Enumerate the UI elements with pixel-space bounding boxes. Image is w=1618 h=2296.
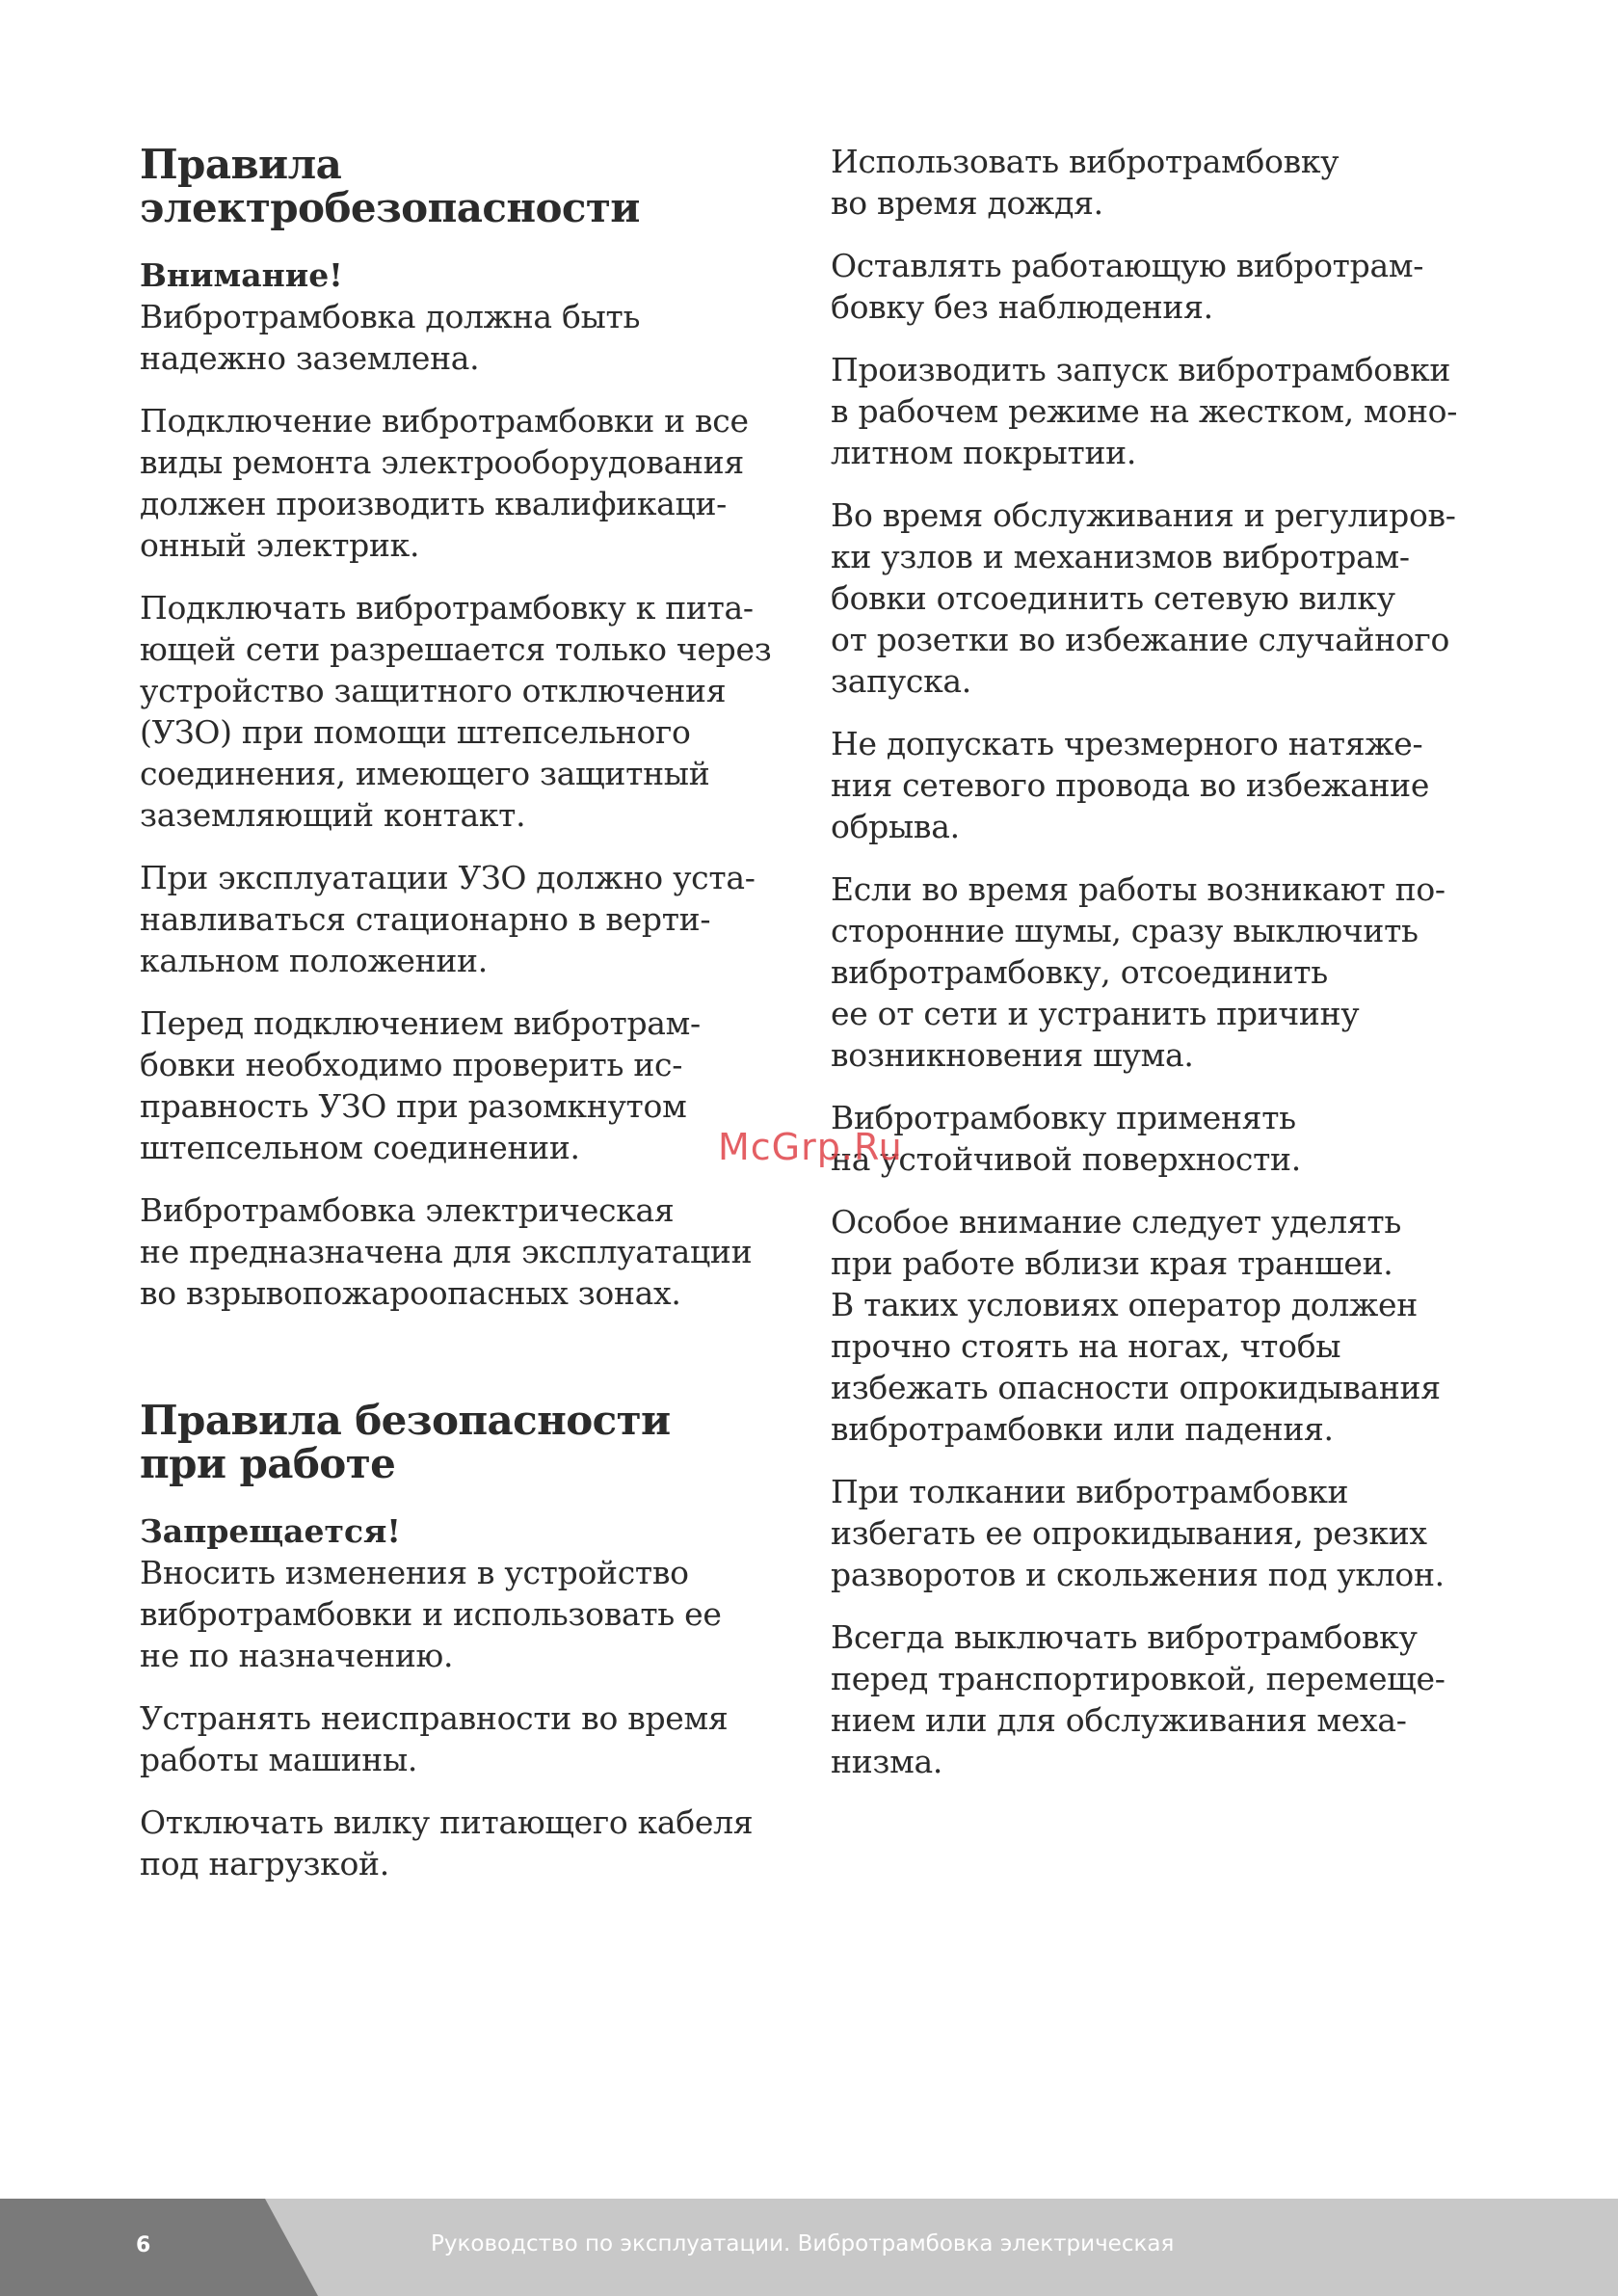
paragraph: Подключение вибротрамбовки и все виды ремонта электрооборудования должен производить квалификаци- онный электрик.	[140, 402, 749, 564]
paragraph: Устранять неисправности во время работы машины.	[140, 1699, 729, 1778]
paragraph: Использовать вибротрамбовку во время дождя.	[831, 143, 1339, 222]
right-column	[831, 141, 1496, 1803]
paragraph: Вибротрамбовка должна быть надежно заземлена.	[140, 298, 641, 377]
left-column	[140, 143, 795, 1906]
footer-page-tab	[0, 2199, 318, 2296]
heading-electrical-safety: Правила электробезопасности	[140, 141, 640, 231]
paragraph: Подключать вибротрамбовку к пита- ющей сети разрешается только через устройство защитного отключения (УЗО) при помощи штепсельного соединения, имеющего защитный заземляющий контакт.	[140, 589, 772, 834]
paragraph: Вносить изменения в устройство вибротрамбовки и использовать ее не по назначению.	[140, 1554, 722, 1674]
footer-bar	[0, 2199, 1618, 2296]
paragraph: Перед подключением вибротрам- бовки необходимо проверить ис- правность УЗО при разомкнутом штепсельном соединении.	[140, 1004, 701, 1166]
heading-work-safety: Правила безопасности при работе	[140, 1397, 671, 1487]
paragraph: Всегда выключать вибротрамбовку перед транспортировкой, перемеще- нием или для обслуживания меха- низма.	[831, 1618, 1446, 1780]
paragraph: Оставлять работающую вибротрам- бовку без наблюдения.	[831, 247, 1424, 326]
attention-label: Внимание!	[140, 256, 343, 294]
paragraph: Особое внимание следует уделять при работе вблизи края траншеи. В таких условиях оператор должен прочно стоять на ногах, чтобы избежать опасности опрокидывания вибротрамбовки или падения.	[831, 1203, 1441, 1448]
paragraph: Вибротрамбовку применять на устойчивой поверхности.	[831, 1099, 1301, 1178]
footer-title: Руководство по эксплуатации. Вибротрамбовка электрическая	[431, 2231, 1175, 2256]
paragraph: Если во время работы возникают по- сторонние шумы, сразу выключить вибротрамбовку, отсоединить ее от сети и устранить причину возникновения шума.	[831, 870, 1446, 1074]
paragraph: Производить запуск вибротрамбовки в рабочем режиме на жестком, моно- литном покрытии.	[831, 351, 1458, 471]
paragraph: При эксплуатации УЗО должно уста- навливаться стационарно в верти- кальном положении.	[140, 859, 756, 979]
watermark: McGrp.Ru	[718, 1126, 903, 1168]
paragraph: Вибротрамбовка электрическая не предназначена для эксплуатации во взрывопожароопасных зонах.	[140, 1191, 753, 1312]
forbidden-label: Запрещается!	[140, 1512, 401, 1550]
page-number: 6	[136, 2233, 151, 2257]
paragraph: Отключать вилку питающего кабеля под нагрузкой.	[140, 1803, 754, 1882]
paragraph: Во время обслуживания и регулиров- ки узлов и механизмов вибротрам- бовки отсоединить сетевую вилку от розетки во избежание случайного запуска.	[831, 496, 1456, 700]
paragraph: Не допускать чрезмерного натяже- ния сетевого провода во избежание обрыва.	[831, 725, 1430, 845]
paragraph: При толкании вибротрамбовки избегать ее опрокидывания, резких разворотов и скольжения под уклон.	[831, 1473, 1445, 1593]
